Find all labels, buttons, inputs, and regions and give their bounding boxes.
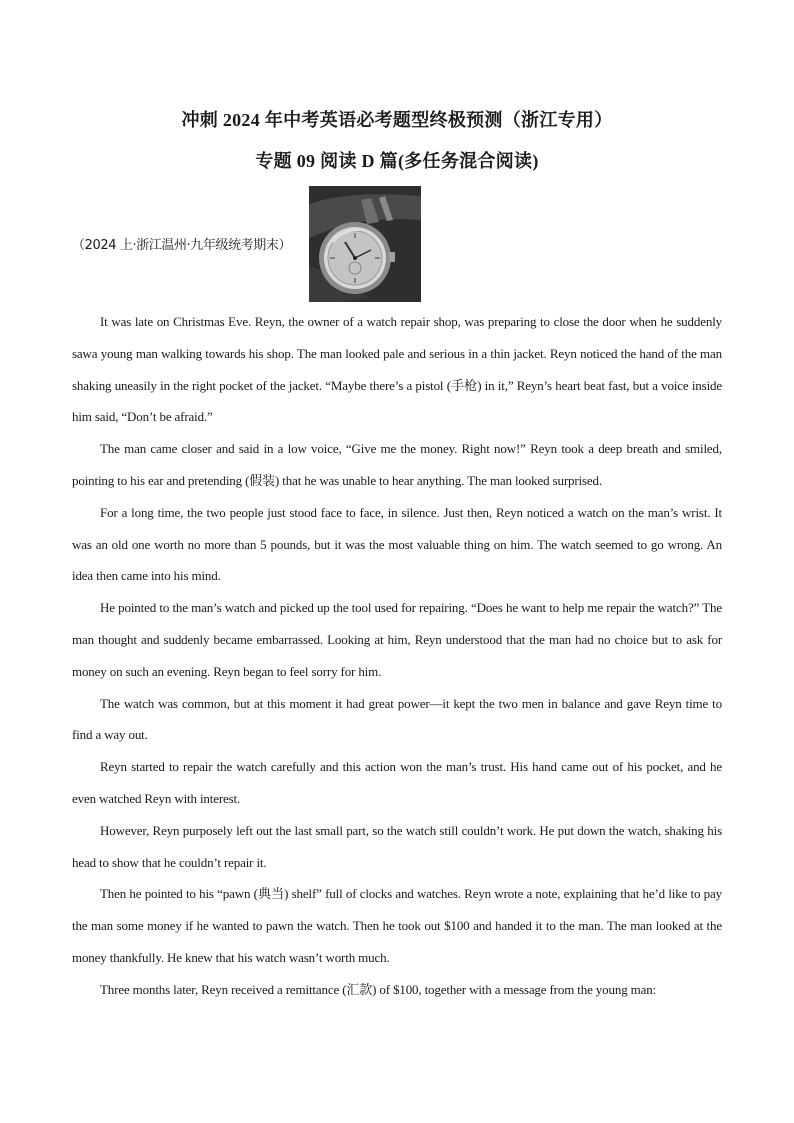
paragraph: For a long time, the two people just stood face to face, in silence. Just then, Reyn noticed a watch on the man’s wrist. It was an old one worth no more than 5 pounds, but it was the most valuable thing on him. The watch seemed to go wrong. An idea then came into his mind. bbox=[72, 504, 722, 584]
document-subtitle: 专题 09 阅读 D 篇(多任务混合阅读) bbox=[255, 151, 539, 171]
paragraph: He pointed to the man’s watch and picked up the tool used for repairing. “Does he want to help me repair the watch?” The man thought and suddenly became embarrassed. Looking at him, Reyn understood that the man had no choice but to ask for money on such an evening. Reyn began to feel sorry for him. bbox=[72, 600, 722, 679]
paragraph: It was late on Christmas Eve. Reyn, the owner of a watch repair shop, was preparing to close the door when he suddenly sawa young man walking towards his shop. The man looked pale and serious in a thin jacket. Reyn noticed the hand of the man shaking uneasily in the right pocket of the jacket. “Maybe there’s a pistol (手枪) in it,” Reyn’s heart beat fast, but a voice inside him said, “Don’t be afraid.” bbox=[72, 314, 722, 425]
source-note: （2024 上·浙江温州·九年级统考期末） bbox=[72, 238, 292, 253]
watch-image bbox=[309, 186, 421, 302]
paragraph: However, Reyn purposely left out the last small part, so the watch still couldn’t work. He put down the watch, shaking his head to show that he couldn’t repair it. bbox=[72, 822, 722, 870]
article-body bbox=[72, 306, 722, 1006]
paragraph: Three months later, Reyn received a remittance (汇款) of $100, together with a message from the young man: bbox=[100, 981, 657, 997]
source-row bbox=[72, 186, 722, 302]
paragraph: The man came closer and said in a low voice, “Give me the money. Right now!” Reyn took a deep breath and smiled, pointing to his ear and pretending (假装) that he was unable to hear anything. The man looked surprised. bbox=[72, 441, 722, 488]
paragraph: Then he pointed to his “pawn (典当) shelf” full of clocks and watches. Reyn wrote a note, explaining that he’d like to pay the man some money if he wanted to pawn the watch. Then he took out $100 and handed it to the man. The man looked at the money thankfully. He knew that his watch wasn’t worth much. bbox=[72, 886, 722, 965]
paragraph: Reyn started to repair the watch carefully and this action won the man’s trust. His hand came out of his pocket, and he even watched Reyn with interest. bbox=[72, 759, 722, 806]
paragraph: The watch was common, but at this moment it had great power—it kept the two men in balance and gave Reyn time to find a way out. bbox=[72, 695, 722, 743]
watch-photo bbox=[309, 186, 421, 302]
document-title: 冲刺 2024 年中考英语必考题型终极预测（浙江专用） bbox=[181, 110, 613, 130]
